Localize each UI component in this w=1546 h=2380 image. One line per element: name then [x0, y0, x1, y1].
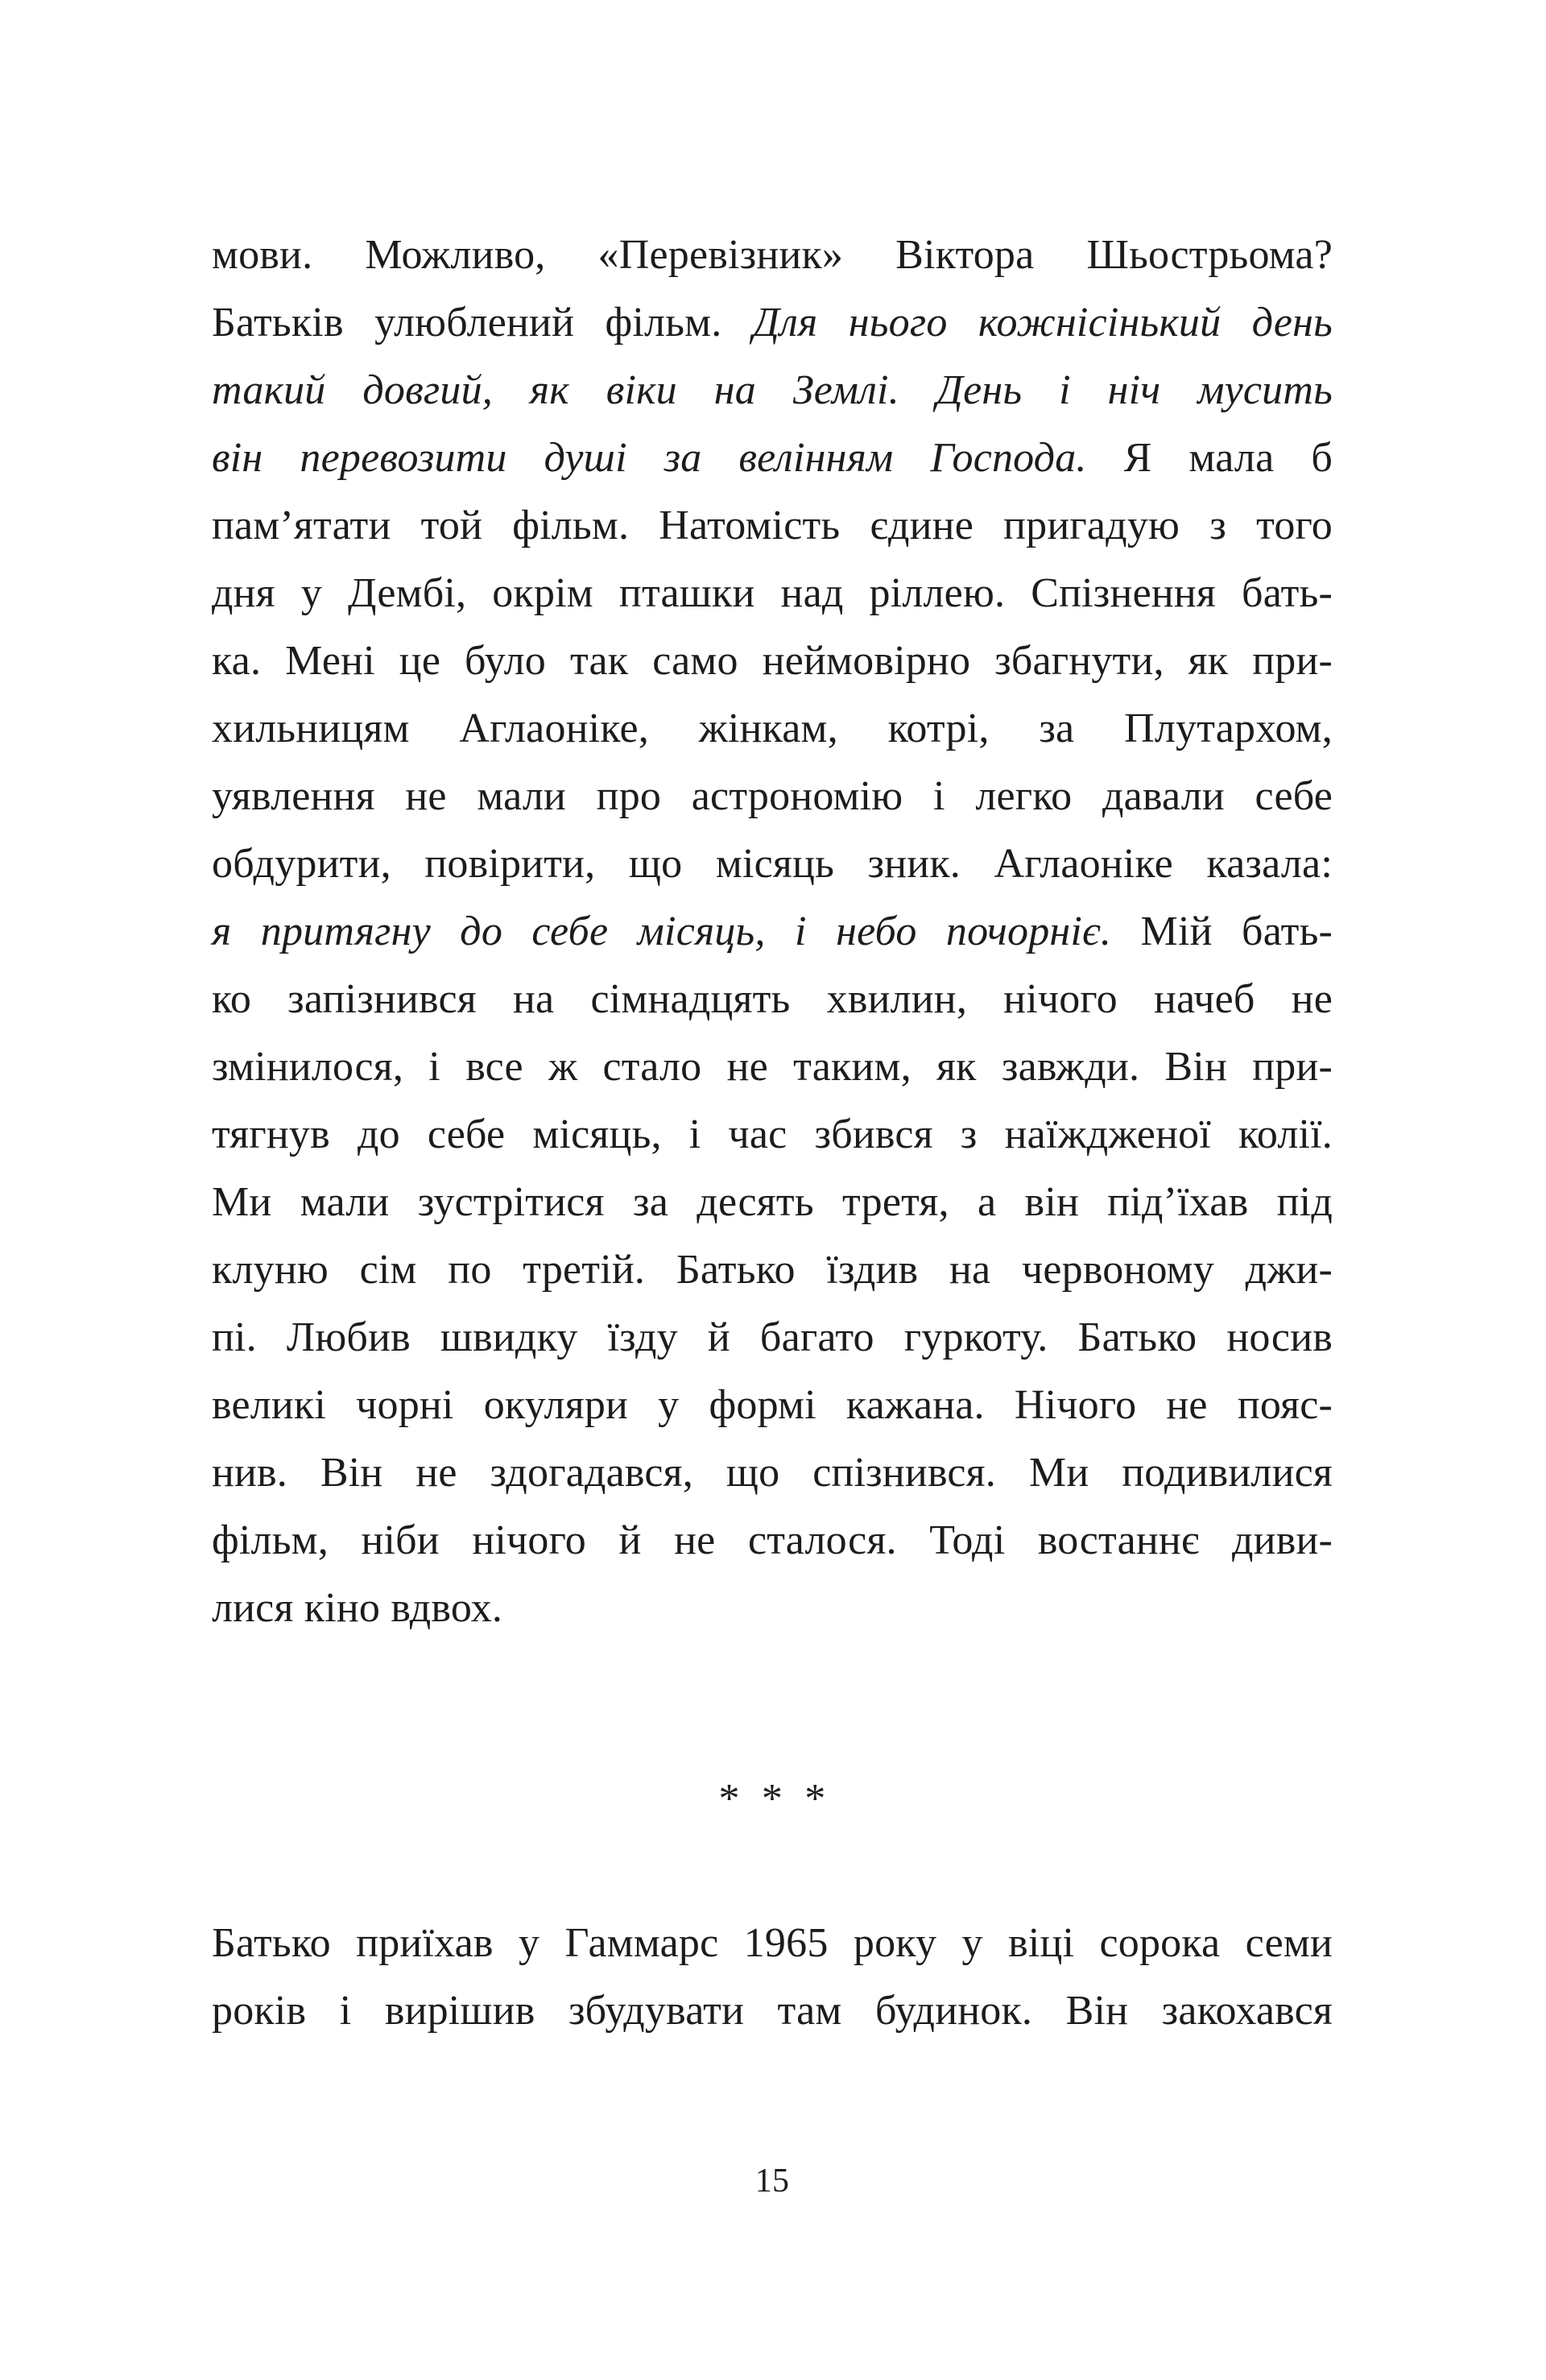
italic-text-run: я притягну до себе місяць, і небо почорніє. — [212, 909, 1141, 954]
text-run: Ми мали зустрітися за десять третя, а він під’їхав під — [212, 1179, 1333, 1225]
text-run: ка. Мені це було так само неймовірно збагнути, як при- — [212, 638, 1333, 684]
text-line — [212, 1507, 1333, 1575]
text-run: мови. Можливо, «Перевізник» Віктора Шьострьома? — [212, 232, 1333, 278]
text-run: пі. Любив швидку їзду й багато гуркоту. Батько носив — [212, 1314, 1333, 1360]
text-line — [212, 627, 1333, 695]
text-line — [212, 763, 1333, 830]
text-run: фільм, ніби нічого й не сталося. Тоді востаннє диви- — [212, 1517, 1333, 1563]
text-line — [212, 1439, 1333, 1507]
text-run: змінилося, і все ж стало не таким, як завжди. Він при- — [212, 1044, 1333, 1090]
page-number: 15 — [754, 2163, 790, 2200]
text-run: пам’ятати той фільм. Натомість єдине пригадую з того — [212, 503, 1333, 548]
text-run: Мій бать- — [1140, 909, 1333, 954]
text-line — [212, 560, 1333, 627]
text-line — [212, 492, 1333, 560]
text-line — [212, 830, 1333, 898]
italic-text-run: він перевозити душі за велінням Господа. — [212, 435, 1124, 481]
text-line — [212, 1236, 1333, 1304]
text-line — [212, 289, 1333, 357]
text-line — [212, 424, 1333, 492]
text-run: клуню сім по третій. Батько їздив на червоному джи- — [212, 1247, 1333, 1293]
text-line — [212, 1910, 1333, 1977]
paragraph-1 — [212, 221, 1333, 1642]
paragraph-2 — [212, 1910, 1333, 2045]
section-separator: * * * — [718, 1776, 826, 1822]
text-line — [212, 357, 1333, 424]
text-run: лися кіно вдвох. — [212, 1585, 503, 1631]
text-run: Я мала б — [1123, 435, 1333, 481]
text-line — [212, 898, 1333, 966]
text-run: тягнув до себе місяць, і час збився з наїждженої колії. — [212, 1111, 1333, 1157]
text-line — [212, 1372, 1333, 1439]
text-line — [212, 695, 1333, 763]
text-run: обдурити, повірити, що місяць зник. Аглаоніке казала: — [212, 841, 1333, 887]
text-run: ко запізнився на сімнадцять хвилин, нічого начеб не — [212, 976, 1333, 1022]
italic-text-run: такий довгий, як віки на Землі. День і ніч мусить — [212, 367, 1333, 413]
text-run: Батько приїхав у Гаммарс 1965 року у віці сорока семи — [212, 1920, 1333, 1966]
text-run: Батьків улюблений фільм. — [212, 300, 753, 346]
text-run: дня у Дембі, окрім пташки над ріллею. Спізнення бать- — [212, 570, 1333, 616]
text-line — [212, 221, 1333, 289]
italic-text-run: Для нього кожнісінький день — [752, 300, 1333, 346]
text-line — [212, 1169, 1333, 1236]
text-run: років і вирішив збудувати там будинок. Він закохався — [212, 1988, 1333, 2034]
text-run: нив. Він не здогадався, що спізнився. Ми подивилися — [212, 1450, 1333, 1496]
text-line — [212, 1575, 1333, 1642]
text-line — [212, 1101, 1333, 1169]
text-line — [212, 1304, 1333, 1372]
text-run: хильницям Аглаоніке, жінкам, котрі, за Плутархом, — [212, 706, 1333, 751]
text-run: великі чорні окуляри у формі кажана. Нічого не пояс- — [212, 1382, 1333, 1428]
text-line — [212, 1977, 1333, 2045]
text-line — [212, 1033, 1333, 1101]
text-line — [212, 966, 1333, 1033]
text-run: уявлення не мали про астрономію і легко давали себе — [212, 773, 1333, 819]
